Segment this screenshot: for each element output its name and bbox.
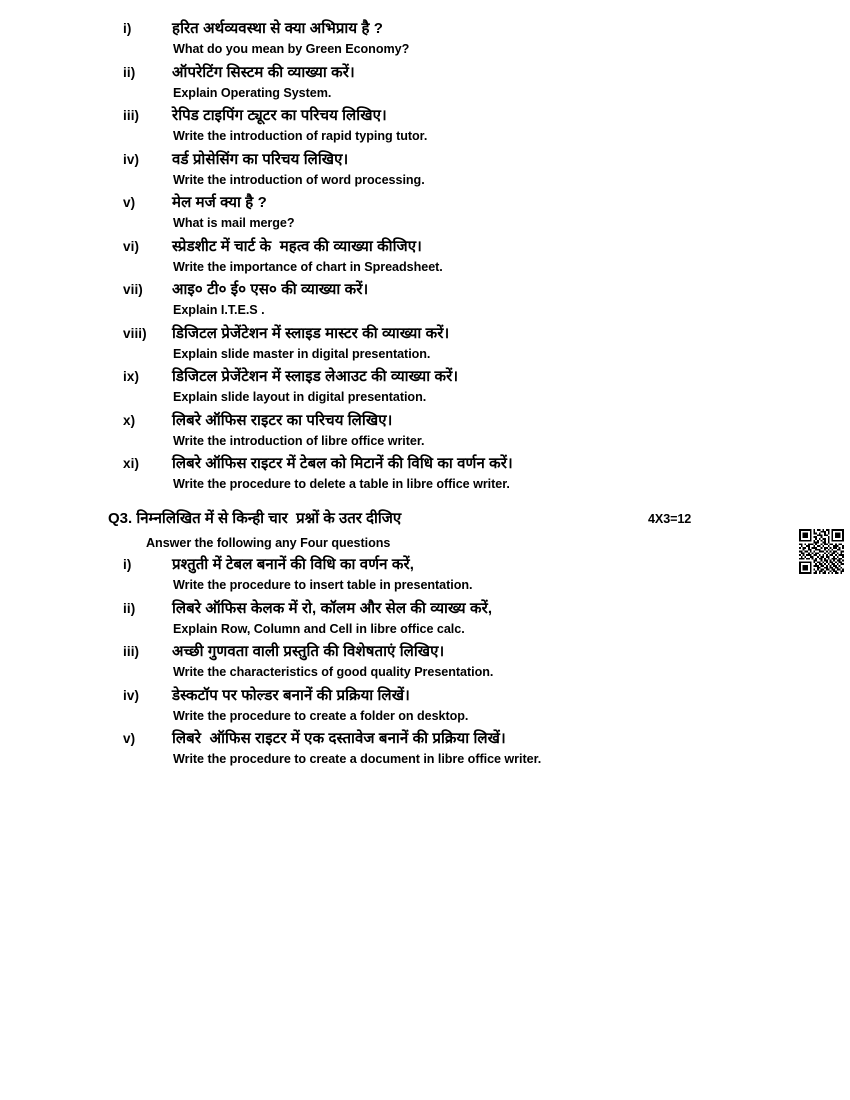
question-item-marker: x) bbox=[123, 412, 136, 428]
question-item-hindi-line bbox=[0, 18, 850, 39]
question-item-marker: iii) bbox=[123, 108, 140, 123]
question-item-english-text: Write the procedure to insert table in presentation. bbox=[173, 578, 473, 592]
question-item-hindi-line bbox=[0, 453, 850, 474]
question-item-marker: iv) bbox=[123, 687, 140, 703]
question-item-hindi-line bbox=[0, 598, 850, 619]
question-item-hindi-text: अच्छी गुणवता वाली प्रस्तुति की विशेषताएं लिखिए। bbox=[172, 643, 445, 660]
question-item-hindi-text: हरित अर्थव्यवस्था से क्या अभिप्राय है ? bbox=[172, 20, 384, 37]
question-item-english-text: Explain Operating System. bbox=[173, 85, 332, 100]
question-item-marker: xi) bbox=[123, 456, 140, 471]
question-item-hindi-line bbox=[0, 366, 850, 387]
question-item-hindi-text: लिबरे ऑफिस केलक में रो, कॉलम और सेल की व्याख्य करें, bbox=[172, 599, 493, 617]
question-item-english-text: Explain Row, Column and Cell in libre office calc. bbox=[173, 621, 465, 636]
question-item-hindi-line bbox=[0, 236, 850, 257]
question-item-marker: vi) bbox=[123, 238, 140, 254]
question-item-hindi-text: स्प्रेडशीट में चार्ट के महत्व की व्याख्या कीजिए। bbox=[172, 237, 422, 255]
question-item-english-text: Write the importance of chart in Spreadsheet. bbox=[173, 259, 443, 274]
question-item-marker: v) bbox=[123, 731, 136, 746]
question-item-hindi-line bbox=[0, 554, 850, 575]
question3-item-list bbox=[0, 554, 850, 772]
question-item-english-line bbox=[0, 214, 850, 235]
question-item-english-text: Explain I.T.E.S . bbox=[173, 303, 265, 317]
question-item-english-line bbox=[0, 84, 850, 105]
question-item-marker: ii) bbox=[123, 64, 136, 80]
question-item-english-text: Write the introduction of libre office writer. bbox=[173, 433, 425, 448]
question3-marks: 4X3=12 bbox=[648, 512, 692, 526]
question-item-english-text: Explain slide master in digital presentation. bbox=[173, 346, 431, 361]
question-item-english-line bbox=[0, 171, 850, 192]
question2-item-list bbox=[0, 18, 850, 497]
question-item-english-text: Write the procedure to create a document in libre office writer. bbox=[173, 752, 542, 766]
question-item-english-text: Write the introduction of word processing. bbox=[173, 172, 425, 187]
question-item-hindi-line bbox=[0, 105, 850, 126]
question3-heading bbox=[0, 508, 850, 532]
question-item-hindi-line bbox=[0, 685, 850, 706]
question-item-hindi-line bbox=[0, 410, 850, 431]
question3-label: Q3. निम्नलिखित में से किन्ही चार प्रश्नों के उतर दीजिए bbox=[108, 510, 402, 527]
question-item-hindi-text: आइ० टी० ई० एस० की व्याख्या करें। bbox=[172, 281, 369, 298]
question-item-marker: v) bbox=[123, 195, 136, 210]
question-item-hindi-line bbox=[0, 728, 850, 749]
question-item-hindi-text: वर्ड प्रोसेसिंग का परिचय लिखिए। bbox=[172, 150, 349, 168]
question-item-english-line bbox=[0, 432, 850, 453]
question-item-marker: ix) bbox=[123, 369, 140, 384]
question-item-english-line bbox=[0, 40, 850, 61]
question-item-hindi-text: ऑपरेटिंग सिस्टम की व्याख्या करें। bbox=[172, 63, 355, 81]
question-item-hindi-text: लिबरे ऑफिस राइटर में एक दस्तावेज बनानें की प्रक्रिया लिखें। bbox=[172, 730, 506, 747]
question-item-english-line bbox=[0, 258, 850, 279]
question-item-hindi-line bbox=[0, 279, 850, 300]
question-item-marker: iii) bbox=[123, 644, 140, 659]
question-item-english-text: Write the introduction of rapid typing tutor. bbox=[173, 129, 428, 143]
question-item-hindi-text: लिबरे ऑफिस राइटर में टेबल को मिटानें की विधि का वर्णन करें। bbox=[172, 455, 513, 472]
question-item-english-line bbox=[0, 750, 850, 771]
question-item-english-text: What is mail merge? bbox=[173, 216, 295, 230]
question-item-english-line bbox=[0, 576, 850, 597]
question-item-english-text: Write the characteristics of good quality Presentation. bbox=[173, 665, 494, 679]
question-item-english-line bbox=[0, 127, 850, 148]
question-item-marker: vii) bbox=[123, 282, 143, 297]
question-item-marker: viii) bbox=[123, 325, 147, 341]
question-item-english-line bbox=[0, 475, 850, 496]
question-item-english-line bbox=[0, 620, 850, 641]
question-item-english-line bbox=[0, 388, 850, 409]
question-item-hindi-text: लिबरे ऑफिस राइटर का परिचय लिखिए। bbox=[172, 411, 393, 429]
question-item-hindi-line bbox=[0, 192, 850, 213]
qr-code bbox=[799, 529, 844, 574]
question-item-english-line bbox=[0, 707, 850, 728]
question-item-english-text: Write the procedure to delete a table in libre office writer. bbox=[173, 477, 510, 491]
question-item-hindi-text: प्रश्तुती में टेबल बनानें की विधि का वर्णन करें, bbox=[172, 556, 414, 573]
question3-subtitle: Answer the following any Four questions bbox=[146, 536, 391, 550]
question-item-hindi-text: डिजिटल प्रेजेंटेशन में स्लाइड मास्टर की व्याख्या करें। bbox=[172, 324, 450, 342]
question-item-english-line bbox=[0, 663, 850, 684]
question-item-hindi-text: डिजिटल प्रेजेंटेशन में स्लाइड लेआउट की व्याख्या करें। bbox=[172, 368, 459, 385]
question-item-hindi-text: रेपिड टाइपिंग ट्यूटर का परिचय लिखिए। bbox=[172, 107, 387, 124]
question-item-english-line bbox=[0, 345, 850, 366]
question-item-hindi-line bbox=[0, 323, 850, 344]
question-item-english-line bbox=[0, 301, 850, 322]
question-item-marker: ii) bbox=[123, 600, 136, 616]
question-item-hindi-line bbox=[0, 641, 850, 662]
question-item-marker: iv) bbox=[123, 151, 140, 167]
question-item-marker: i) bbox=[123, 21, 132, 36]
question-item-english-text: Write the procedure to create a folder on desktop. bbox=[173, 708, 469, 723]
question-item-english-text: Explain slide layout in digital presentation. bbox=[173, 390, 427, 404]
question-item-hindi-line bbox=[0, 62, 850, 83]
question-item-hindi-line bbox=[0, 149, 850, 170]
question-item-hindi-text: डेस्कटॉप पर फोल्डर बनानें की प्रक्रिया लिखें। bbox=[172, 686, 410, 704]
question-item-marker: i) bbox=[123, 557, 132, 572]
question-item-hindi-text: मेल मर्ज क्या है ? bbox=[172, 194, 267, 211]
question-item-english-text: What do you mean by Green Economy? bbox=[173, 42, 410, 56]
